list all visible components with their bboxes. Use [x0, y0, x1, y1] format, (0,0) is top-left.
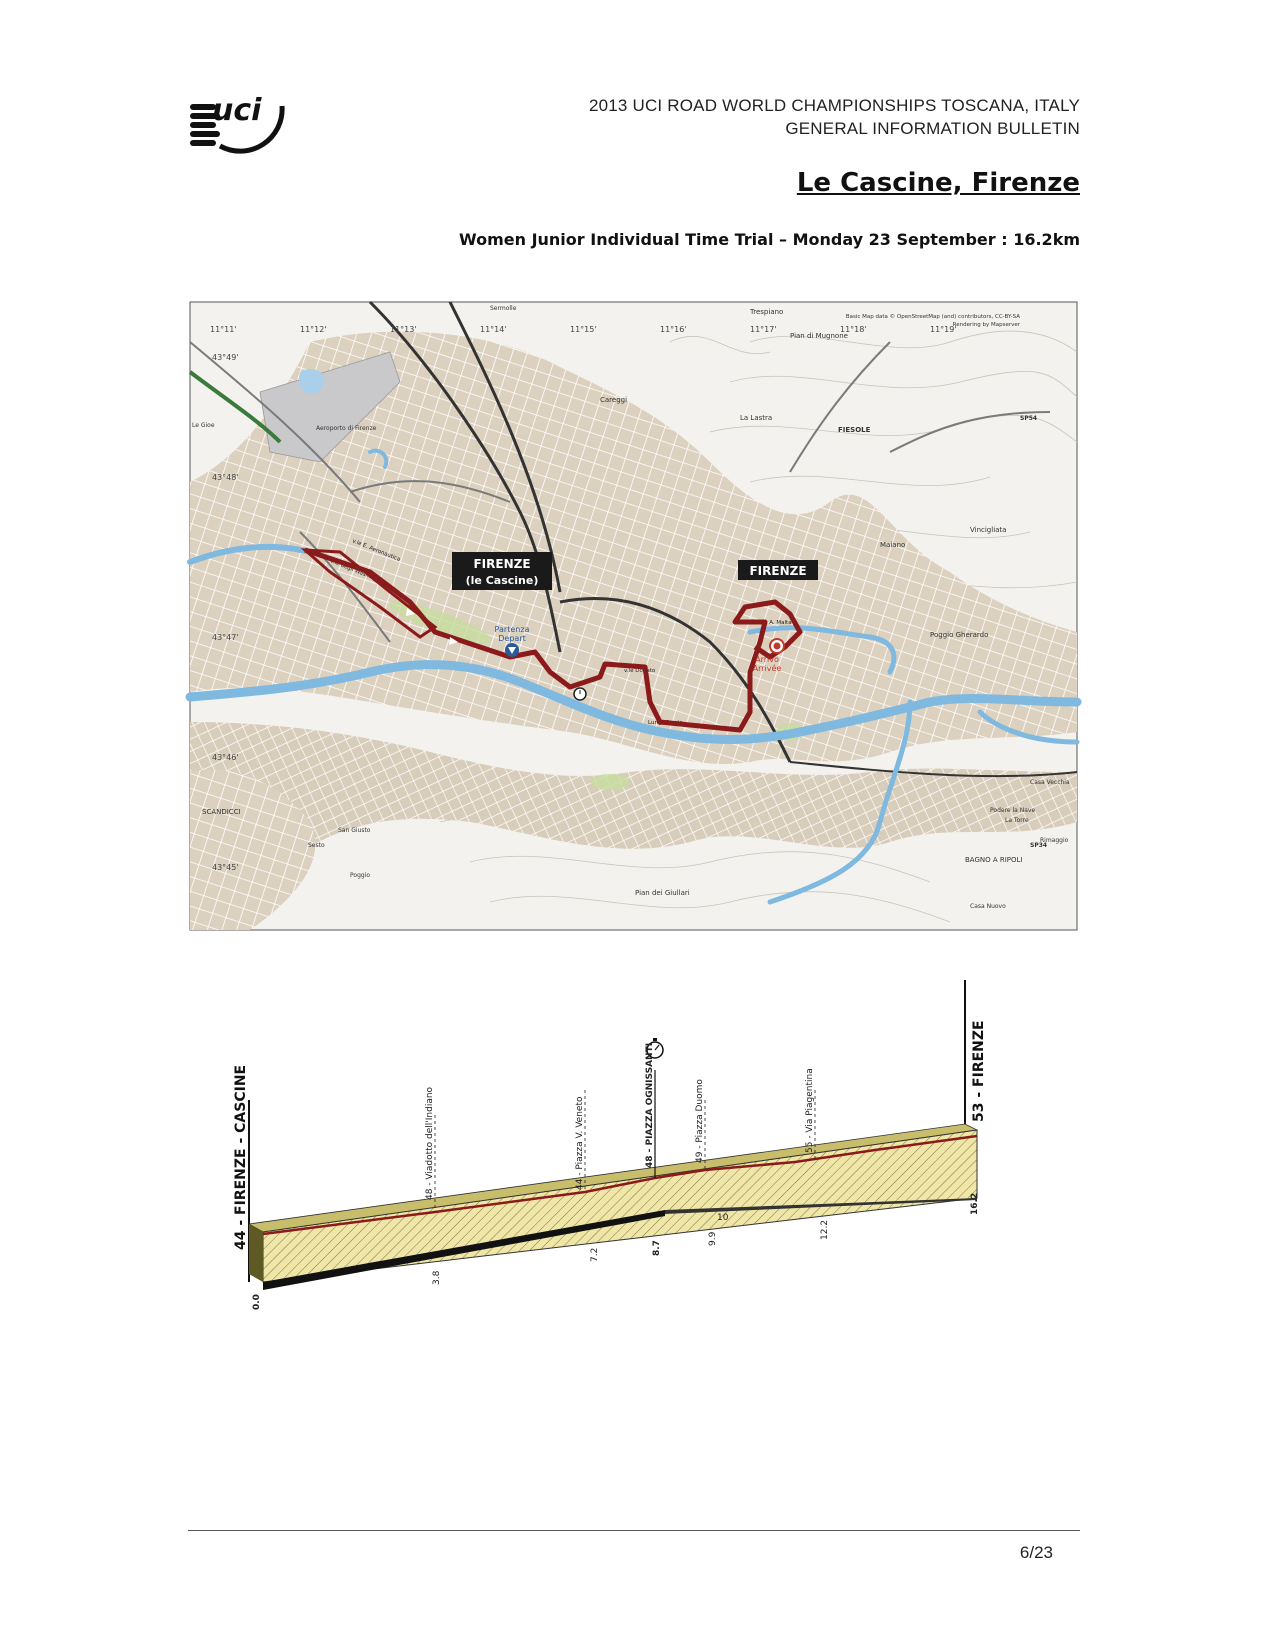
lat-label: 43°48'	[212, 473, 239, 482]
altitude-profile	[235, 1020, 1035, 1380]
page-title: Le Cascine, Firenze	[796, 168, 1080, 198]
profile-start-label: 44 - FIRENZE - CASCINE	[233, 1064, 249, 1250]
lat-label: 43°49'	[212, 353, 239, 362]
finish-label-1: Arrivo	[755, 655, 779, 664]
waypoint-label-main: 48 - PIAZZA OGNISSANTI	[645, 1042, 655, 1168]
km-label: 10	[717, 1213, 729, 1223]
waypoint-label: 44 - Piazza V. Veneto	[575, 1096, 585, 1190]
place-label: La Torre	[1005, 817, 1029, 824]
profile-body	[263, 1130, 977, 1282]
km-label: 7.2	[590, 1247, 600, 1262]
km-label: 16.2	[970, 1192, 980, 1215]
map-credit-2: Rendering by Mapserver	[952, 322, 1020, 328]
km-label: 8.7	[652, 1240, 662, 1256]
place-label: SCANDICCI	[202, 808, 241, 816]
place-label: Sermolle	[490, 305, 517, 312]
waypoint-label: 55 - Via Piagentina	[805, 1068, 815, 1153]
city-label-start-line1: FIRENZE	[473, 557, 531, 571]
footer-rule	[188, 1530, 1080, 1531]
lon-label: 11°19'	[930, 325, 957, 334]
page-subtitle: Women Junior Individual Time Trial – Monday 23 September : 16.2km	[459, 230, 1080, 249]
city-label-finish	[738, 560, 818, 580]
stopwatch-icon	[574, 688, 586, 700]
city-label-start-line2: (le Cascine)	[465, 574, 539, 587]
place-label: Careggi	[600, 396, 628, 404]
place-label: Vincigliata	[970, 526, 1007, 534]
lon-label: 11°16'	[660, 325, 687, 334]
street-label: v.le E. Aeronautica	[351, 538, 401, 564]
place-label: Casa Nuovo	[970, 903, 1006, 910]
waypoint-label: 48 - Viadotto dell'Indiano	[425, 1086, 435, 1200]
page-number: 6/23	[1019, 1543, 1053, 1562]
place-label: Sesto	[308, 842, 325, 849]
start-label-2: Depart	[498, 634, 526, 643]
lon-label: 11°14'	[480, 325, 507, 334]
place-label: San Giusto	[338, 827, 371, 834]
place-label: Le Gioe	[192, 422, 215, 429]
profile-side	[249, 1224, 263, 1282]
lat-label: 43°47'	[212, 633, 239, 642]
city-label-start	[452, 552, 552, 590]
map-credit: Basic Map data © OpenStreetMap (and) contributors, CC-BY-SA	[845, 314, 1020, 320]
place-label: Casa Vecchia	[1030, 779, 1070, 786]
place-label: Podere la Nave	[990, 807, 1036, 814]
km-label: 0.0	[252, 1294, 262, 1310]
km-label: 3.8	[432, 1270, 442, 1285]
route-map	[190, 302, 1077, 930]
km-label: 9.9	[708, 1231, 718, 1246]
street-label: v.le A. Malta	[758, 620, 792, 626]
street-label: v.le degli Washington	[329, 558, 386, 586]
km-label: 12.2	[820, 1219, 830, 1240]
place-label: SP54	[1020, 415, 1038, 422]
place-label: BAGNO A RIPOLI	[965, 856, 1023, 864]
profile-finish-label: 53 - FIRENZE	[971, 1020, 987, 1122]
place-label: Rimaggio	[1040, 837, 1069, 844]
place-label: Aeroporto di Firenze	[316, 425, 377, 432]
city-label-finish-text: FIRENZE	[749, 564, 807, 578]
place-label: La Lastra	[740, 414, 773, 422]
place-label: Trespiano	[750, 308, 784, 316]
lat-label: 43°45'	[212, 863, 239, 872]
lon-label: 11°18'	[840, 325, 867, 334]
place-label: Pian dei Giullari	[635, 889, 690, 897]
header-line-1: 2013 UCI ROAD WORLD CHAMPIONSHIPS TOSCANA, ITALY	[588, 96, 1080, 115]
lon-label: 11°13'	[390, 325, 417, 334]
place-label: Pian di Mugnone	[790, 332, 848, 340]
logo-text: uci	[212, 93, 262, 128]
lon-label: 11°11'	[210, 325, 237, 334]
start-label-1: Partenza	[494, 625, 530, 634]
lon-label: 11°17'	[750, 325, 777, 334]
place-label: FIESOLE	[838, 426, 871, 434]
finish-label-2: Arrivée	[752, 664, 782, 673]
place-label: Poggio	[350, 872, 371, 879]
waypoint-label: 49 - Piazza Duomo	[695, 1079, 705, 1163]
header-line-2: GENERAL INFORMATION BULLETIN	[785, 119, 1080, 138]
street-label: Lung. Grazie	[648, 720, 683, 726]
place-label: Maiano	[880, 541, 906, 549]
place-label: Poggio Gherardo	[930, 631, 989, 639]
lon-label: 11°12'	[300, 325, 327, 334]
lon-label: 11°15'	[570, 325, 597, 334]
uci-logo	[190, 88, 290, 156]
lat-label: 43°46'	[212, 753, 239, 762]
place-label: SP34	[1030, 842, 1048, 849]
street-label: v.le Donato	[624, 668, 656, 674]
